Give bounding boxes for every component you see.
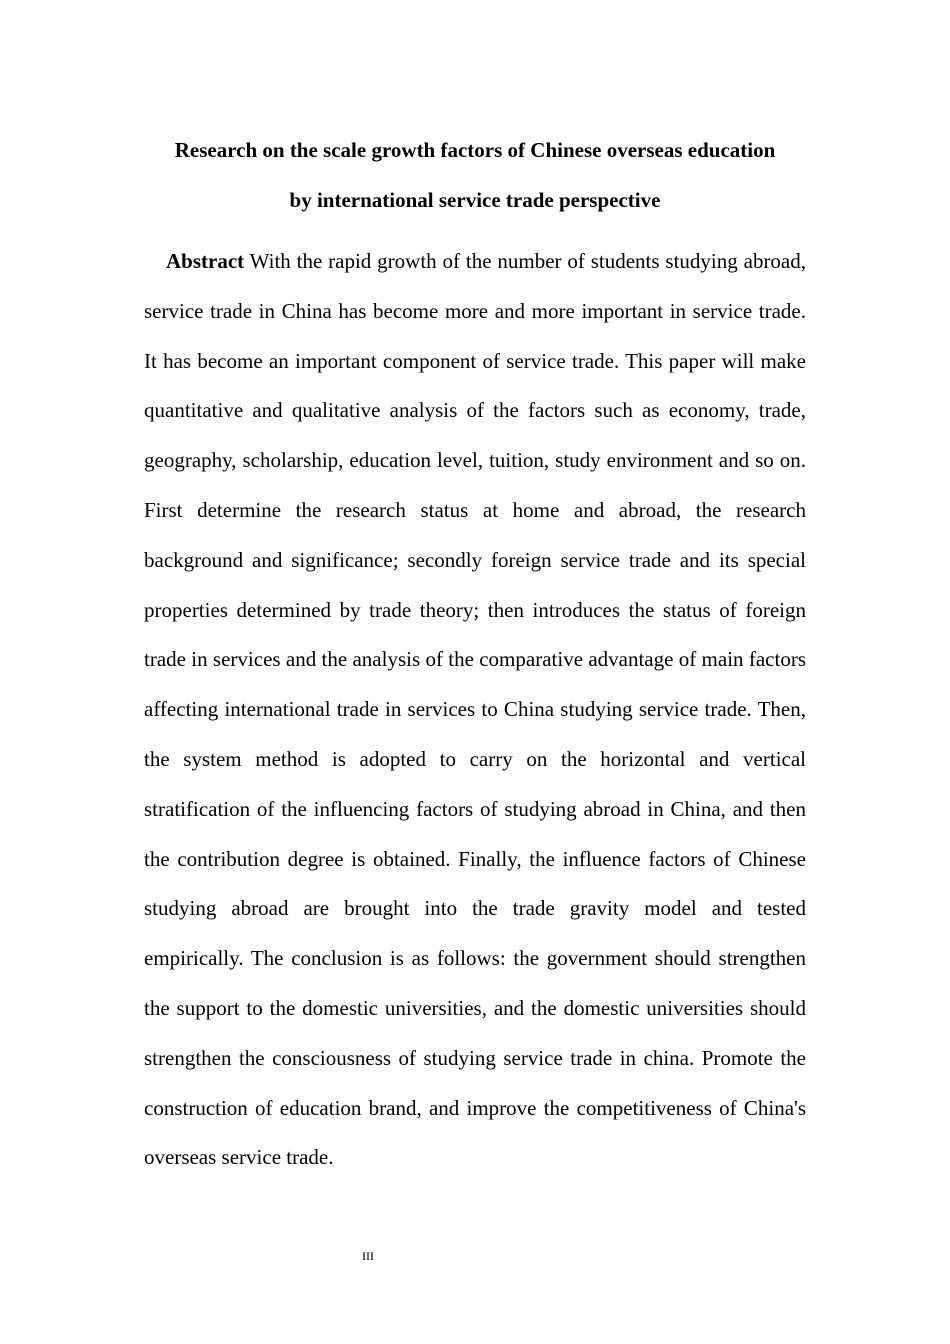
paper-title-line-2: by international service trade perspective (289, 188, 661, 212)
abstract-paragraph (144, 237, 806, 1183)
abstract-label: Abstract (166, 249, 245, 273)
abstract-text: With the rapid growth of the number of students studying abroad, service trade in China has become more and more important in service trade. It has become an important component of service trade. This paper will make quantitative and qualitative analysis of the factors such as economy, trade, geography, scholarship, education level, tuition, study environment and so on. First determine the research status at home and abroad, the research background and significance; secondly foreign service trade and its special properties determined by trade theory; then introduces the status of foreign trade in services and the analysis of the comparative advantage of main factors affecting international trade in services to China studying service trade. Then, the system method is adopted to carry on the horizontal and vertical stratification of the influencing factors of studying abroad in China, and then the contribution degree is obtained. Finally, the influence factors of Chinese studying abroad are brought into the trade gravity model and tested empirically. The conclusion is as follows: the government should strengthen the support to the domestic universities, and the domestic universities should strengthen the consciousness of studying service trade in china. Promote the construction of education brand, and improve the competitiveness of China's overseas service trade. (144, 249, 807, 1170)
paper-title-line-1: Research on the scale growth factors of Chinese overseas education (174, 138, 776, 162)
page-number: III (362, 1249, 374, 1263)
